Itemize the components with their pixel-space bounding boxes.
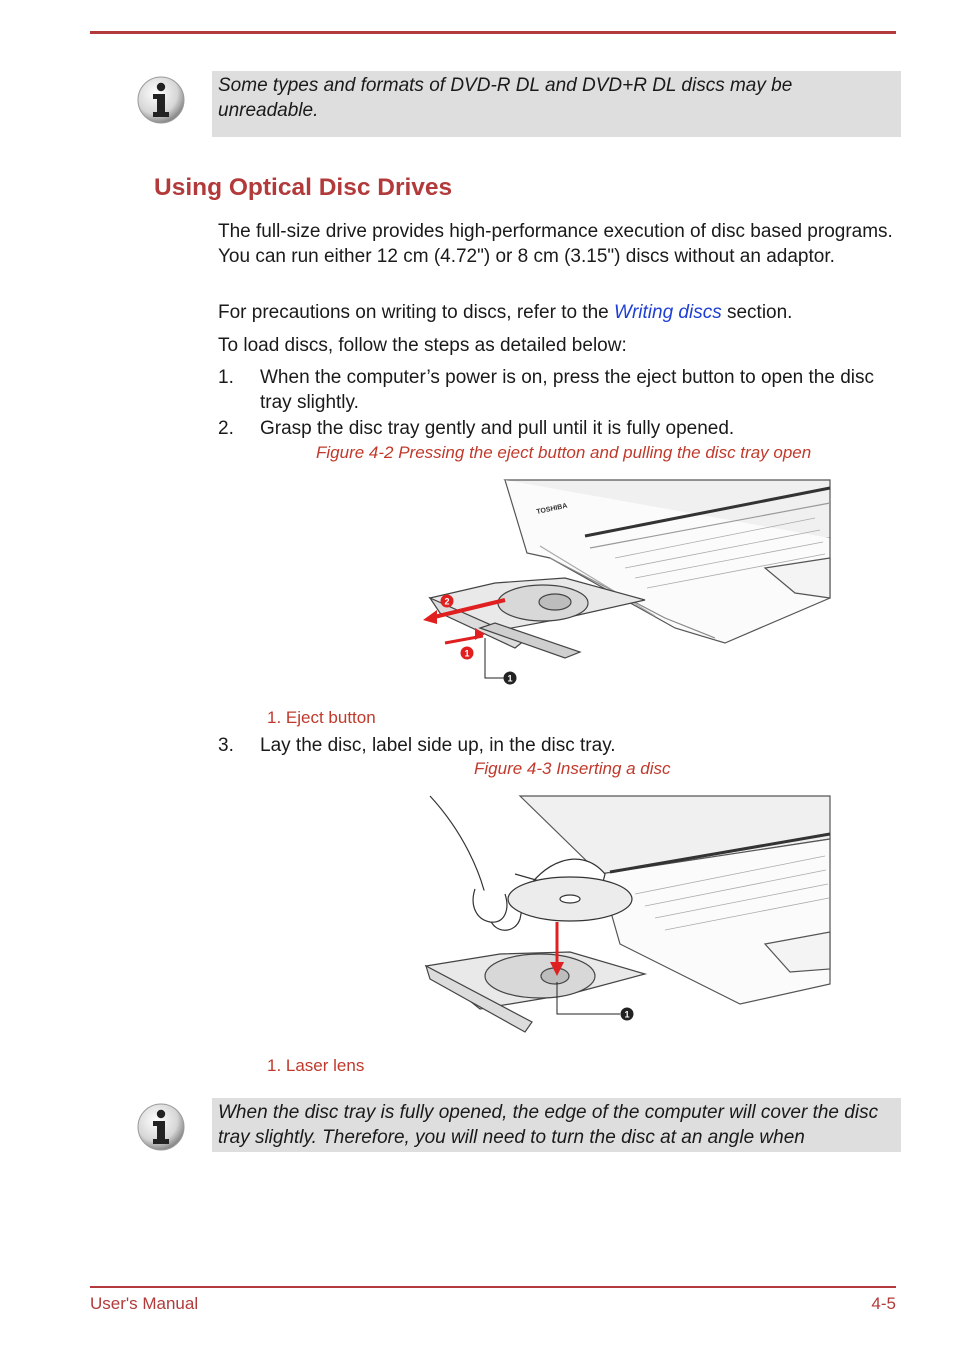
callout-marker-label: 1 <box>464 648 470 659</box>
steps-intro: To load discs, follow the steps as detailed below: <box>218 335 627 356</box>
note-text: When the disc tray is fully opened, the edge of the computer will cover the disc tray slightly. Therefore, you will need to turn the disc at an angle when <box>218 1102 879 1148</box>
eject-button-marker-label: 1 <box>507 673 513 684</box>
brand-label: TOSHIBA <box>535 502 569 516</box>
info-icon <box>136 75 186 125</box>
eject-disc-tray-illustration <box>415 478 835 690</box>
intro-paragraph: The full-size drive provides high-performance execution of disc based programs. You can run either 12 cm (4.72") or 8 cm (3.15") discs without an adaptor. <box>218 221 893 267</box>
note-box <box>212 71 901 137</box>
step-1 <box>218 366 898 415</box>
precautions-text: For precautions on writing to discs, refer to the <box>218 302 615 323</box>
page-number: 4-5 <box>871 1294 896 1313</box>
step-text: Grasp the disc tray gently and pull until it is fully opened. <box>260 418 735 439</box>
step-number: 1. <box>218 367 234 388</box>
header-rule <box>90 31 896 34</box>
insert-disc-illustration <box>420 794 835 1039</box>
note-text: Some types and formats of DVD-R DL and DVD+R DL discs may be unreadable. <box>218 75 793 121</box>
step-text: Lay the disc, label side up, in the disc tray. <box>260 735 616 756</box>
step-number: 3. <box>218 735 234 756</box>
laser-lens-marker-label: 1 <box>624 1009 630 1020</box>
figure-legend: 1. Laser lens <box>267 1056 365 1075</box>
figure-caption: Figure 4-2 Pressing the eject button and pulling the disc tray open <box>316 443 812 462</box>
step-2 <box>218 417 898 442</box>
writing-discs-link[interactable]: Writing discs <box>614 302 722 323</box>
info-icon <box>136 1102 186 1152</box>
section-heading: Using Optical Disc Drives <box>154 174 453 201</box>
step-text: When the computer’s power is on, press the eject button to open the disc tray slightly. <box>260 367 874 413</box>
precautions-text-end: section. <box>721 302 793 323</box>
step-number: 2. <box>218 418 234 439</box>
step-3 <box>218 734 898 759</box>
footer-title: User's Manual <box>90 1294 199 1313</box>
precautions-paragraph <box>218 301 898 326</box>
note-box <box>212 1098 901 1152</box>
figure-legend: 1. Eject button <box>267 708 376 727</box>
callout-marker-label: 2 <box>444 596 450 607</box>
footer-rule <box>90 1286 896 1288</box>
figure-caption: Figure 4-3 Inserting a disc <box>474 759 671 778</box>
